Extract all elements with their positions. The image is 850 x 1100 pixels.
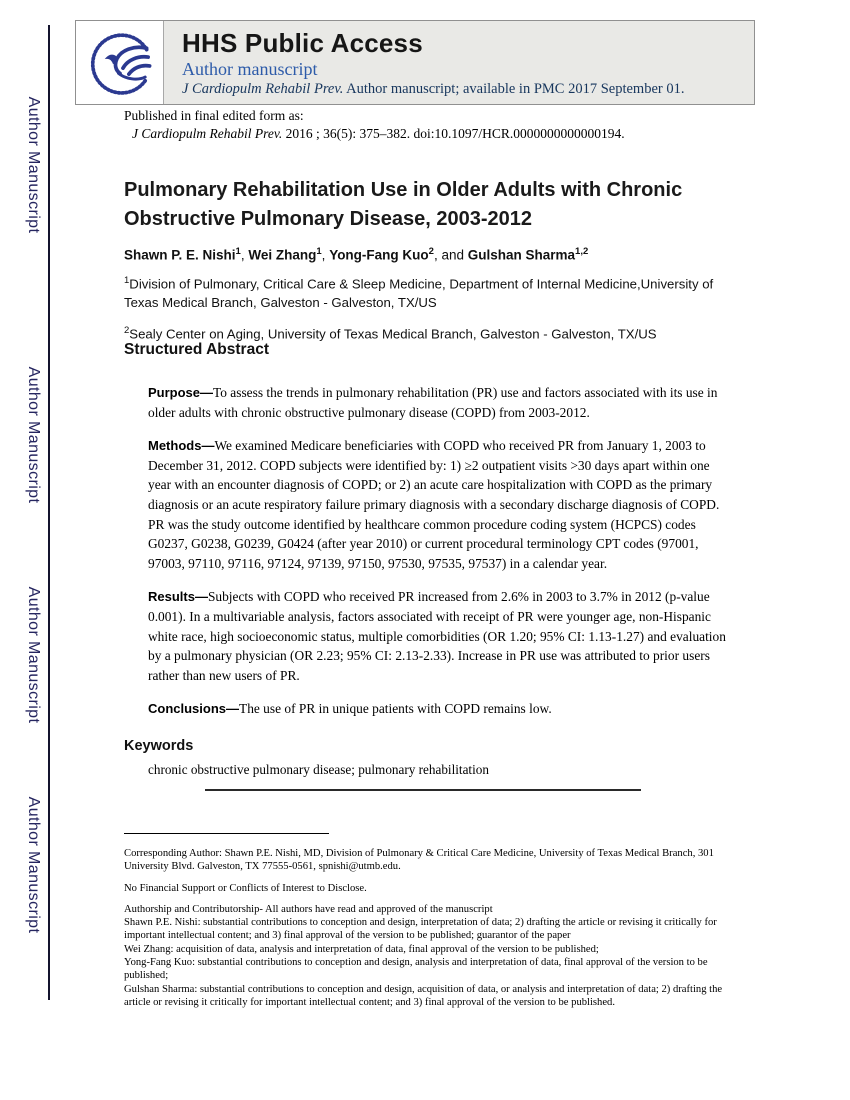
contribution-line: Wei Zhang: acquisition of data, analysis and interpretation of data, final approval of the version to be published;: [124, 943, 599, 955]
keywords-text: chronic obstructive pulmonary disease; pulmonary rehabilitation: [148, 762, 489, 777]
author-affiliation-sup: 1,2: [575, 246, 589, 257]
footnotes: [124, 826, 750, 1009]
banner-title: HHS Public Access: [182, 28, 423, 58]
abstract-sections: [148, 383, 732, 733]
author-name: Wei Zhang: [248, 247, 317, 263]
abstract-section-label: Purpose—: [148, 385, 214, 400]
banner-text: [182, 27, 746, 98]
abstract-heading: Structured Abstract: [124, 341, 269, 358]
disclosure-note: No Financial Support or Conflicts of Interest to Disclose.: [124, 882, 367, 894]
abstract-section-text: To assess the trends in pulmonary rehabilitation (PR) use and factors associated with its use in older adults with chronic obstructive pulmonary disease (COPD) from 2003-2012.: [148, 385, 718, 420]
banner-citation-rest: Author manuscript; available in PMC 2017 September 01.: [343, 81, 685, 97]
author-affiliation-sup: 2: [428, 246, 434, 257]
hhs-logo: [76, 21, 164, 104]
sidebar-watermark-label: Author Manuscript: [25, 366, 42, 504]
affiliation: [124, 271, 748, 312]
abstract-section-label: Results—: [148, 589, 208, 605]
contribution-line: Yong-Fang Kuo: substantial contributions to conception and design, analysis and interpretation of data, final approval of the version to be published;: [124, 957, 708, 982]
author-name: Gulshan Sharma: [467, 247, 576, 263]
corresponding-author-note: Corresponding Author: Shawn P.E. Nishi, MD, Division of Pulmonary & Critical Care Medicine, University of Texas Medical Branch, 301 University Blvd. Galveston, TX 77555-0561, spnishi@utmb.edu.: [124, 848, 714, 873]
author-affiliation-sup: 1: [235, 246, 241, 257]
sidebar-rule: [48, 25, 50, 1000]
affiliation-sup: 2: [124, 325, 130, 337]
contribution-line: Shawn P.E. Nishi: substantial contributions to conception and design, interpretation of data; 2) drafting the article or revising it critically for important intellectual content; and 3) final approval of the version to be published; guarantor of the paper: [124, 917, 717, 942]
published-journal: J Cardiopulm Rehabil Prev.: [132, 126, 283, 141]
article-title: [124, 176, 764, 233]
author-affiliation-sup: 1: [316, 246, 322, 257]
affiliation-text: Sealy Center on Aging, University of Texas Medical Branch, Galveston - Galveston, TX/US: [129, 326, 657, 342]
abstract-results: [148, 587, 732, 685]
authorship-heading: Authorship and Contributorship- All authors have read and approved of the manuscript: [124, 903, 493, 915]
abstract-section-text: We examined Medicare beneficiaries with COPD who received PR from January 1, 2003 to December 31, 2012. COPD subjects were identified by: 1) ≥2 outpatient visits >30 days apart within one year with an encounter diagnosis of COPD; or 2) an acute care hospitalization with COPD as the primary diagnosis or an acute respiratory failure primary diagnosis with a secondary discharge diagnosis of COPD. PR was the study outcome identified by healthcare common procedure coding system (HCPCS) codes G0237, G0238, G0239, G0424 (after year 2010) or current procedural terminology CPT codes (97001, 97003, 97110, 97116, 97124, 97139, 97150, 97530, 97535, 97537) in a calendar year.: [148, 438, 720, 571]
abstract-purpose: [148, 383, 732, 422]
abstract-section-text: Subjects with COPD who received PR increased from 2.6% in 2003 to 3.7% in 2012 (p-value 0.001). In a multivariable analysis, factors associated with receipt of PR were younger age, non-Hispanic white race, high socioeconomic status, multiple comorbidities (OR 1.20; 95% CI: 1.13-1.27) and evaluation by a pulmonary physician (OR 2.23; 95% CI: 2.13-2.33). Increase in PR use was attributed to prior users rather than new users of PR.: [148, 589, 726, 683]
article-title-line2: Obstructive Pulmonary Disease, 2003-2012: [124, 207, 532, 230]
abstract-section-label: Conclusions—: [148, 701, 240, 717]
author-separator: ,: [240, 247, 249, 263]
author-list: [124, 246, 764, 263]
contribution-line: Gulshan Sharma: substantial contributions to conception and design, acquisition of data, or analysis and interpretation of data; 2) drafting the article or revising it critically for important intellectual content; and 3) final approval of the version to be published.: [124, 983, 723, 1008]
author-separator: ,: [321, 247, 330, 263]
abstract-section-label: Methods—: [148, 438, 215, 454]
hhs-banner: [75, 20, 755, 105]
abstract-section-text: The use of PR in unique patients with COPD remains low.: [239, 701, 552, 717]
keywords-heading: Keywords: [124, 738, 194, 754]
author-separator: , and: [433, 247, 468, 263]
published-details: 2016 ; 36(5): 375–382. doi:10.1097/HCR.0000000000000194.: [282, 126, 625, 141]
footnote-rule: [124, 833, 329, 834]
affiliation-sup: 1: [124, 275, 130, 286]
hhs-eagle-icon: [83, 26, 157, 100]
sidebar-watermark-label: Author Manuscript: [25, 586, 42, 724]
published-citation: [124, 108, 764, 142]
abstract-methods: [148, 436, 732, 573]
affiliation-text: Division of Pulmonary, Critical Care & Sleep Medicine, Department of Internal Medicine,University of Texas Medical Branch, Galveston - Galveston, TX/US: [124, 276, 714, 311]
abstract-conclusions: [148, 699, 732, 719]
sidebar-watermark-label: Author Manuscript: [25, 96, 42, 234]
banner-subtitle: Author manuscript: [182, 59, 318, 79]
author-name: Shawn P. E. Nishi: [124, 247, 236, 263]
published-line: Published in final edited form as:: [124, 108, 304, 123]
banner-citation-journal: J Cardiopulm Rehabil Prev.: [182, 81, 344, 97]
author-name: Yong-Fang Kuo: [329, 247, 429, 263]
sidebar-watermark-label: Author Manuscript: [25, 796, 42, 934]
section-divider: [205, 789, 641, 791]
keywords-block: [124, 738, 748, 791]
article-title-line1: Pulmonary Rehabilitation Use in Older Adults with Chronic: [124, 179, 683, 201]
authorship-block: [124, 903, 750, 1009]
published-journal-line: [124, 126, 764, 142]
banner-citation: [182, 80, 746, 98]
